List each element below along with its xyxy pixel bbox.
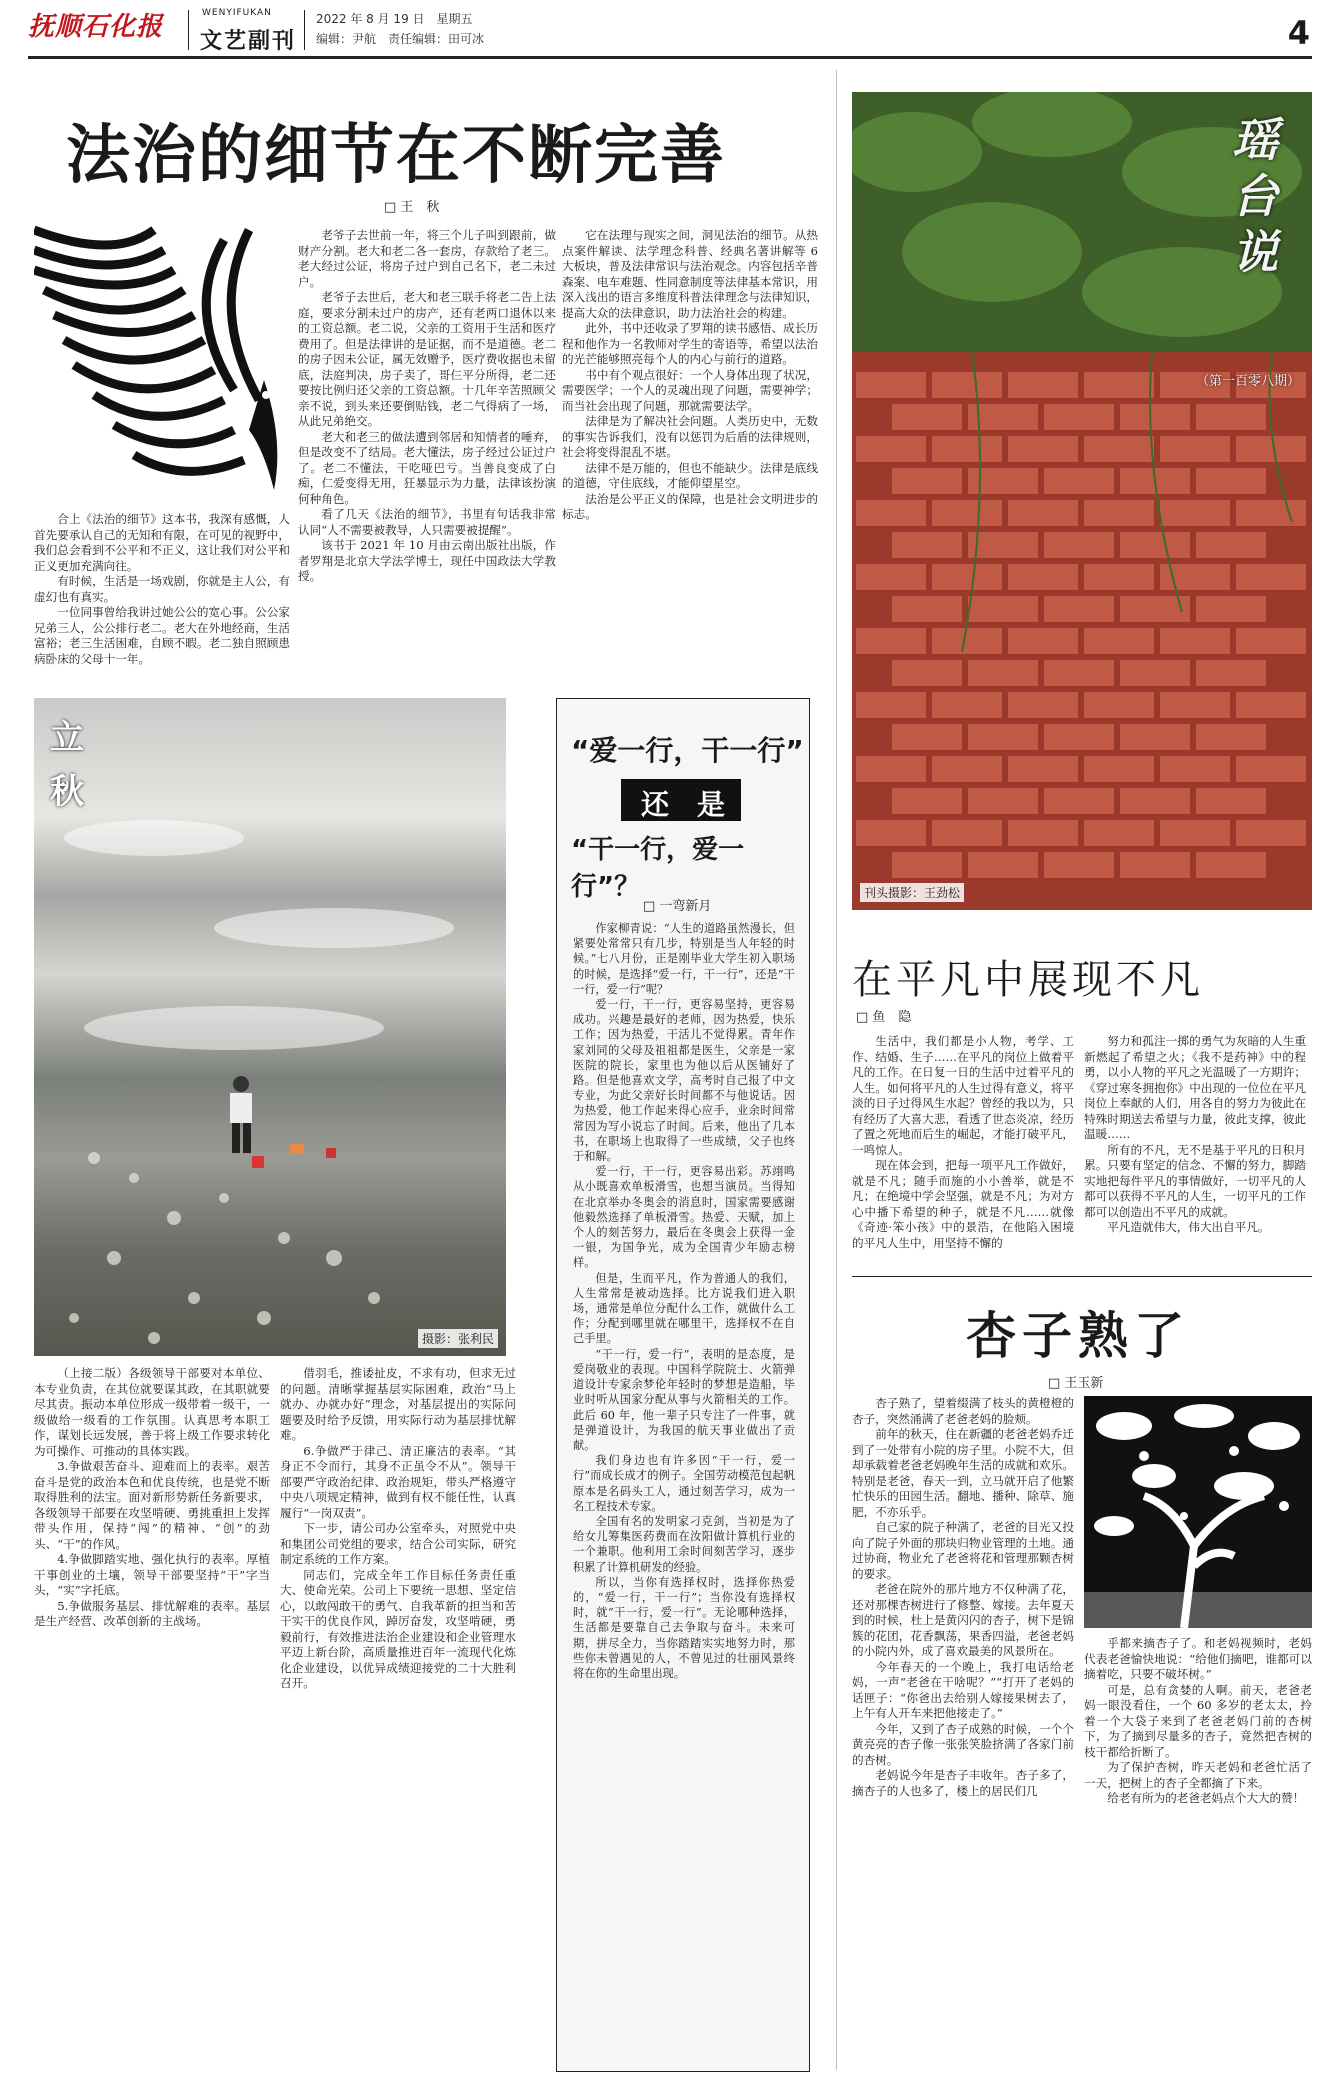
paragraph: 书中有个观点很好：一个人身体出现了状况，需要医学；一个人的灵魂出现了问题，需要神学；而当社会出现了问题，那就需要法学。 (562, 367, 818, 413)
paragraph: 此外，书中还收录了罗翔的读书感悟、成长历程和他作为一名教师对学生的寄语等，希望以法治的光芒能够照亮每个人的内心与前行的道路。 (562, 321, 818, 366)
column-divider (836, 70, 837, 2070)
header-photo-credit: 刊头摄影：王劲松 (860, 883, 964, 902)
lower-column-b (280, 1366, 516, 2070)
masthead-divider (188, 10, 189, 50)
paragraph: 现在体会到，把每一项平凡工作做好，就是不凡；随手而施的小小善举，就是不凡；在绝境中学会坚强，就是不凡；为对方心中播下希望的种子，就是不凡……就像《奇迹·笨小孩》中的景浩，在他陷入困境的平凡人生中，用坚持不懈的 (852, 1158, 1074, 1250)
paragraph: （上接二版）各级领导干部要对本单位、本专业负责，在其位就要谋其政，在其职就要尽其责。振动本单位形成一级带着一级干，一级做给一级看的工作氛围。认真思考本职工作，谋划长远发展，善于将上级工作要求转化为可操作、可推动的具体实践。 (34, 1366, 270, 1458)
article3-byline: □ 王玉新 (1048, 1376, 1104, 1391)
box-byline: □ 一弯新月 (643, 899, 712, 914)
issue-date: 2022 年 8 月 19 日 星期五 (316, 12, 473, 26)
column-header-photo (852, 92, 1312, 910)
paragraph: 乎都来摘杏子了。和老妈视频时，老妈代表老爸愉快地说：“给他们摘吧，谁都可以摘着吃，只要不破坏树。” (1084, 1636, 1312, 1681)
article1-column-c (562, 228, 818, 672)
paragraph: 6.争做严于律己、清正廉洁的表率。“其身正不令而行，其身不正虽令不从”。领导干部要严守政治纪律、政治规矩，带头严格遵守中央八项规定精神，做到有权不能任性，认真履行“一岗双责”。 (280, 1443, 516, 1520)
box-article (556, 698, 810, 2072)
box-body (573, 921, 795, 2057)
box-title-line1: “爱一行，干一行” (571, 734, 804, 767)
article3-headline: 杏子熟了 (966, 1307, 1190, 1365)
article2-column-b (1084, 1034, 1306, 1268)
paragraph: 自己家的院子种满了，老爸的目光又投向了院子外面的那块归物业管理的土地。通过协商，物业允了老爸将花和管理那颗杏树的要求。 (852, 1520, 1074, 1581)
masthead-divider-2 (304, 10, 305, 50)
masthead-rule (28, 56, 1312, 59)
paragraph: 作家柳青说：“人生的道路虽然漫长，但紧要处常常只有几步，特别是当人年轻的时候。”七八月份，正是刚毕业大学生初入职场的时候，是选择“爱一行，干一行”，还是“干一行，爱一行”呢？ (573, 922, 795, 996)
editors-line: 编辑：尹航 责任编辑：田可冰 (316, 32, 485, 46)
paragraph: 我们身边也有许多因“干一行，爱一行”而成长成才的例子。全国劳动模范包起帆原本是名码头工人，通过刻苦学习，成为一名工程技术专家。 (573, 1454, 795, 1513)
paragraph: 为了保护杏树，昨天老妈和老爸忙活了一天，把树上的杏子全都摘了下来。 (1084, 1760, 1312, 1790)
paragraph: 合上《法治的细节》这本书，我深有感慨，人首先要承认自己的无知和有限，在可见的视野中，我们总会看到不公平和不正义，这让我们对公平和正义更加充满向往。 (34, 512, 290, 573)
paragraph: 可是，总有贪婪的人啊。前天，老爸老妈一眼没看住，一个 60 多岁的老太太，拎着一个大袋子来到了老爸老妈门前的杏树下，为了摘到尽量多的杏子，竟然把杏树的枝干都给折断了。 (1084, 1682, 1312, 1759)
liqiu-title-2: 秋 (50, 772, 84, 812)
column-calligraphy: 瑶台说 (1232, 113, 1278, 279)
article-separator (852, 1276, 1312, 1277)
paragraph: 所以，当你有选择权时，选择你热爱的，“爱一行，干一行”；当你没有选择权时，就“干一行，爱一行”。无论哪种选择，生活都是要靠自己去争取与奋斗。未来可期，拼尽全力，当你踏踏实实地努力时，那些你未曾遇见的人，不曾见过的壮丽风景终将在你的生命里出现。 (573, 1575, 795, 1680)
paragraph: 老妈说今年是杏子丰收年。杏子多了，摘杏子的人也多了，楼上的居民们几 (852, 1768, 1074, 1798)
paragraph: 它在法理与现实之间，洞见法治的细节。从热点案件解读、法学理念科普、经典名著讲解等 6 大板块，普及法律常识与法治观念。内容包括辛普森案、电车难题、性同意制度等法律基本常识，用深入浅出的语言多维度科普法律理念与法律知识，提高大众的法律意识，助力法治社会的构建。 (562, 228, 818, 320)
paragraph: 一位同事曾给我讲过她公公的宽心事。公公家兄弟三人，公公排行老二。老大在外地经商，生活富裕；老三生活困难，自顾不暇。老二独自照顾患病卧床的父母十一年。 (34, 605, 290, 666)
zebra-art-icon (34, 220, 296, 502)
paragraph: 今年春天的一个晚上，我打电话给老妈，一声“老爸在干啥呢？”“打开了老妈的话匣子：“你爸出去给别人嫁接果树去了，上午有人开车来把他接走了。” (852, 1659, 1074, 1720)
paragraph: “干一行，爱一行”，表明的是态度，是爱岗敬业的表现。中国科学院院士、火箭弹道设计专家余梦伦年轻时的梦想是造船，毕业时听从国家分配从事与火箭相关的工作。此后 60 年，他一辈子只专注了一件事，就是弹道设计，为我国的航天事业做出了贡献。 (573, 1347, 795, 1452)
paragraph: 给老有所为的老爸老妈点个大大的赞！ (1107, 1791, 1305, 1805)
article2-column-a (852, 1034, 1074, 1268)
column-issue-number: （第一百零八期） (1195, 374, 1300, 389)
article3-column-b (1084, 1636, 1312, 2070)
article1-column-a (34, 512, 290, 672)
paragraph: 爱一行，干一行，更容易坚持，更容易成功。兴趣是最好的老师，因为热爱，快乐工作；因为热爱，干活儿不觉得累。青年作家刘同的父母及祖祖都是医生，父亲是一家医院的院长，家里也为他以后从医铺好了路。但是他喜欢文学，高考时自己报了中文专业，为此父亲好长时间都不与他说话。因为热爱，他工作起来得心应手，业余时间常常因为写小说忘了时间。后来，他出了几本书，在职场上也取得了一些成绩，父子也终于和解。 (573, 998, 795, 1164)
paragraph: 同志们，完成全年工作目标任务责任重大、使命光荣。公司上下要统一思想、坚定信心，以敢闯敢干的勇气、自我革新的担当和苦干实干的优良作风，踔厉奋发，攻坚啃硬，勇毅前行，有效推进法治企业建设和企业管理水平迈上新台阶，高质量推进百年一流现代化炼化企业建设，以优异成绩迎接党的二十大胜利召开。 (280, 1567, 516, 1690)
article2-headline: 在平凡中展现不凡 (852, 957, 1204, 1003)
paragraph: 借羽毛，推诿扯皮，不求有功，但求无过的问题。清晰掌握基层实际困难，政治“马上就办、办就办好”理念，对基层提出的实际问题要及时给予反馈，用实际行动为基层排忧解难。 (280, 1366, 516, 1442)
article1-illustration (34, 220, 296, 502)
article3-column-a (852, 1396, 1074, 2070)
paragraph: 有时候，生活是一场戏剧，你就是主人公，有虚幻也有真实。 (34, 574, 290, 604)
paragraph: 今年，又到了杏子成熟的时候，一个个黄亮亮的杏子像一张张笑脸挤满了各家门前的杏树。 (852, 1721, 1074, 1767)
page-number: 4 (1287, 14, 1310, 52)
section-name: 文艺副刊 (200, 29, 297, 54)
apricot-tree-woodcut-icon (1084, 1396, 1312, 1628)
section-pinyin: WENYIFUKAN (202, 8, 272, 18)
article2-byline: □ 鱼 隐 (856, 1010, 912, 1025)
paragraph: 生活中，我们都是小人物，考学、工作、结婚、生子……在平凡的岗位上做着平凡的工作。在日复一日的生活中过着平凡的人生。如何将平凡的人生过得有意义，将平淡的日子过得风生水起？曾经的我以为，只有经历了大喜大悲，看透了世态炎凉，经历了置之死地而后生的崛起，才能打破平凡，一鸣惊人。 (852, 1034, 1074, 1157)
paragraph: 平凡造就伟大，伟大出自平凡。 (1107, 1220, 1270, 1234)
paragraph: 全国有名的发明家刁克剑，当初是为了给女儿筹集医药费而在汝阳做计算机行业的一个兼职。他利用工余时间刻苦学习，逐步积累了计算机研发的经验。 (573, 1514, 795, 1574)
paragraph: 老爷子去世后，老大和老三联手将老二告上法庭，要求分割未过户的房产，还有老两口退休以来的工资总额。老二说，父亲的工资用于生活和医疗费用了。但是法律讲的是证据，而不是道德。老二的房子因未公证，属无效赠予，医疗费收据也未留底，法庭判决，房子卖了，哥仨平分所得，老二还要按比例归还父亲的工资总额。十几年辛苦照顾父亲不说，到头来还要倒贴钱，老二气得病了一场，从此兄弟绝交。 (298, 290, 556, 428)
article3-woodcut (1084, 1396, 1312, 1628)
article1-byline: □ 王 秋 (384, 200, 440, 215)
article1-column-b (298, 228, 556, 672)
riverbank-scene-icon (34, 698, 506, 1356)
lower-column-a (34, 1366, 270, 2070)
box-title-line3: “干一行，爱一行”？ (571, 835, 745, 902)
photo-credit: 摄影：张利民 (418, 1329, 498, 1348)
paragraph: 3.争做艰苦奋斗、迎难而上的表率。艰苦奋斗是党的政治本色和优良传统，也是党不断取得胜利的法宝。面对新形势新任务新要求，各级领导干部要在攻坚啃硬、勇挑重担上发挥带头作用，保持“闯”的精神、“创”的劲头、“干”的作风。 (34, 1459, 270, 1551)
paragraph: 前年的秋天，住在新疆的老爸老妈乔迁到了一处带有小院的房子里。小院不大，但却承载着老爸老妈晚年生活的成就和欢乐。特别是老爸，春天一到，立马就开启了他繁忙快乐的田园生活。翻地、播种、除草、施肥，不亦乐乎。 (852, 1427, 1074, 1519)
paragraph: 5.争做服务基层、排忧解难的表率。基层是生产经营、改革创新的主战场。 (34, 1598, 270, 1628)
paragraph: 法律不是万能的，但也不能缺少。法律是底线的道德，守住底线，才能仰望星空。 (562, 460, 818, 490)
paragraph: 老爷子去世前一年，将三个儿子叫到跟前，做财产分割。老大和老二各一套房，存款给了老三。老大经过公证，将房子过户到自己名下，老二未过户。 (298, 228, 556, 289)
paragraph: 老爸在院外的那片地方不仅种满了花，还对那棵杏树进行了修整、嫁接。去年夏天到的时候，杜上是黄闪闪的杏子，树下是锦簇的花团，花香飘荡，果香四溢，老爸老妈的小院内外，成了喜欢最美的风景所在。 (852, 1582, 1074, 1658)
liqiu-title-1: 立 (50, 718, 84, 758)
paragraph: 杏子熟了，望着缀满了枝头的黄橙橙的杏子，突然涌满了老爸老妈的脸颊。 (852, 1396, 1074, 1426)
paragraph: 但是，生而平凡，作为普通人的我们，人生常常是被动选择。比方说我们进入职场，通常是单位分配什么工作，就做什么工作；分配到哪里就在哪里干，选择权不在自己手里。 (573, 1271, 795, 1346)
paragraph: 看了几天《法治的细节》，书里有句话我非常认同“人不需要被教导，人只需要被提醒”。 (298, 507, 556, 537)
newspaper-logo: 抚顺石化报 (28, 12, 164, 42)
paragraph: 爱一行，干一行，更容易出彩。苏翊鸣从小既喜欢单板滑雪，也想当演员。当得知在北京举办冬奥会的消息时，国家需要感谢他毅然选择了单板滑雪。热爱、天赋，加上个人的刻苦努力，最后在冬奥会上获得一金一银，为国争光，成为全国青少年励志榜样。 (573, 1165, 795, 1270)
paragraph: 老大和老三的做法遭到邻居和知情者的唾弃，但是改变不了结局。老大懂法，房子经过公证过户了。老二不懂法，干吃哑巴亏。当善良变成了白痴，仁爱变得无用，狂暴显示为力量，法律该扮演何种角色。 (298, 429, 556, 506)
paragraph: 法律是为了解决社会问题。人类历史中，无数的事实告诉我们，没有以惩罚为后盾的法律规则，社会将变得混乱不堪。 (562, 414, 818, 459)
paragraph: 该书于 2021 年 10 月由云南出版社出版，作者罗翔是北京大学法学博士，现任中国政法大学教授。 (298, 538, 556, 583)
article1-headline: 法治的细节在不断完善 (66, 119, 726, 193)
box-title-mid: 还 是 (641, 788, 726, 821)
paragraph: 法治是公平正义的保障，也是社会文明进步的标志。 (562, 491, 818, 521)
paragraph: 4.争做脚踏实地、强化执行的表率。厚植干事创业的土壤，领导干部要坚持“干”字当头，“实”字托底。 (34, 1552, 270, 1597)
liqiu-photo (34, 698, 506, 1356)
paragraph: 所有的不凡，无不是基于平凡的日积月累。只要有坚定的信念、不懈的努力，脚踏实地把每件平凡的事情做好，一切平凡的人都可以获得不平凡的人生，一切平凡的工作都可以创造出不平凡的成就。 (1084, 1142, 1306, 1219)
paragraph: 努力和孤注一掷的勇气为灰暗的人生重新燃起了希望之火；《我不是药神》中的程勇，以小人物的平凡之光温暖了一方期许；《穿过寒冬拥抱你》中出现的一位位在平凡岗位上奉献的人们，用各自的努力为彼此在特殊时期送去希望与力量，彼此支撑，彼此温暖…… (1084, 1034, 1306, 1141)
paragraph: 下一步，请公司办公室牵头，对照党中央和集团公司党组的要求，结合公司实际，研究制定系统的工作方案。 (280, 1521, 516, 1566)
